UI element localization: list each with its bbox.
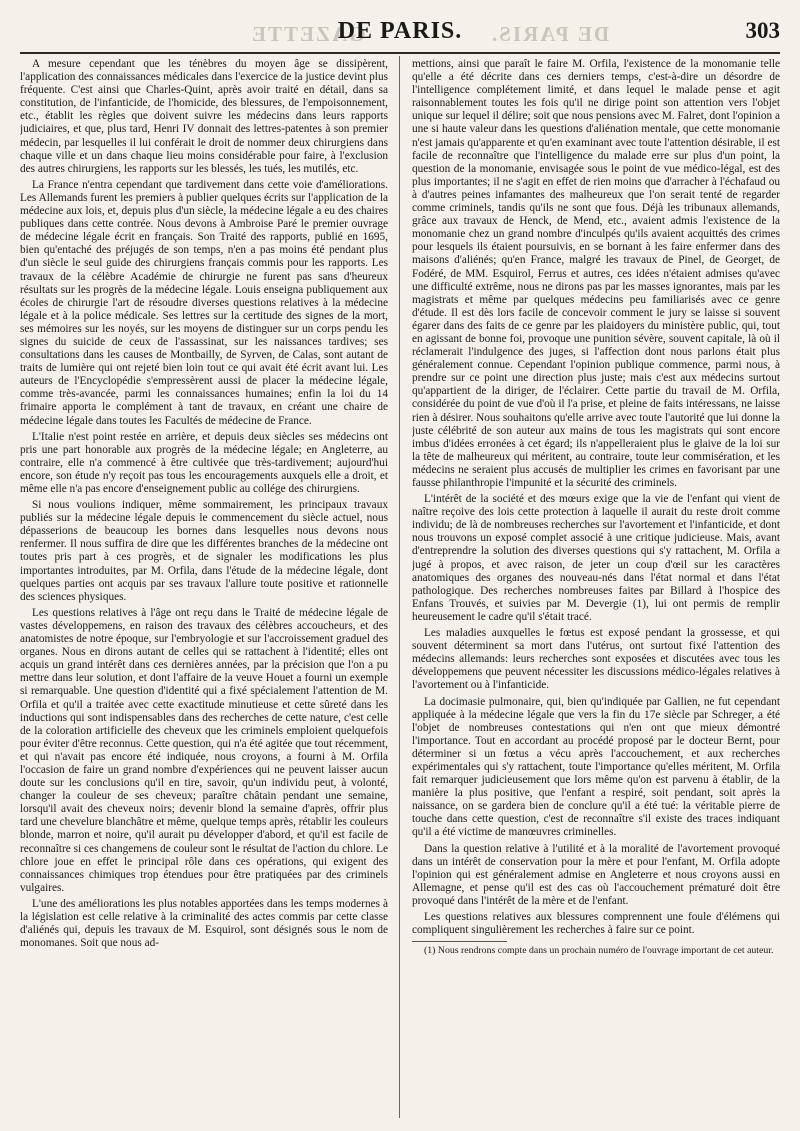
paragraph: La docimasie pulmonaire, qui, bien qu'indiquée par Gallien, ne fut cependant appliquée à la médecine légale que vers la fin du 17e siècle par Schreger, a été l'objet de nombreuses contestations qui n'en ont que mieux démontré l'importance. Tout en accordant au procédé proposé par le docteur Bernt, pour déterminer si un fœtus a vécu après l'accouchement, et aux recherches expérimentales qui s'y rattachent, toute l'importance qu'elles méritent, M. Orfila fait remarquer judicieusement que lors même qu'on est parvenu à établir, de la manière la plus positive, que l'enfant a respiré, soit pendant, soit après la naissance, on se gardera bien de conclure qu'il a été tué: la véritable pierre de touche dans cette question, c'est de reconnaître s'il existe des traces indiquant qu'il a été victime de manœuvres criminelles.: [412, 695, 780, 839]
bleed-through-right: DE PARIS.: [490, 22, 610, 46]
paragraph: Les maladies auxquelles le fœtus est exposé pendant la grossesse, et qui souvent déterminent sa mort dans l'utérus, ont surtout fixé l'attention des médecins allemands: leurs recherches sont exposées et discutées avec tous les développemens que peuvent nécessiter les discussions médico-légales relatives à l'avortement ou à l'infanticide.: [412, 627, 780, 692]
left-column: [20, 58, 388, 1118]
paragraph: L'Italie n'est point restée en arrière, et depuis deux siècles ses médecins ont pris une part honorable aux progrès de la médecine légale; en Angleterre, au contraire, elle n'a commencé à être cultivée que très-tardivement; aujourd'hui encore, son étude n'y reçoit pas tous les encouragements auxquels elle a droit, et même elle n'a pas encore d'enseignement public au collége des chirurgiens.: [20, 430, 388, 495]
paragraph: L'une des améliorations les plus notables apportées dans les temps modernes à la législation est celle relative à la criminalité des actes commis par cette classe d'aliénés qui, depuis les travaux de M. Esquirol, sont désignés sous le nom de monomanes. Soit que nous ad-: [20, 897, 388, 950]
page-number: 303: [745, 18, 780, 43]
footnote-rule: [412, 941, 507, 942]
bleed-through-left: GAZETTE: [250, 22, 366, 46]
paragraph: A mesure cependant que les ténèbres du moyen âge se dissipèrent, l'application des connaissances médicales dans l'exercice de la justice devint plus fréquente. C'est ainsi que Charles-Quint, après avoir traité en détail, dans sa constitution, de l'infanticide, de l'homicide, des blessures, de l'empoisonnement, etc., établit les règles que doivent suivre les médecins dans leurs rapports judiciaires, et que, plus tard, Henri IV donnait des lettres-patentes à son premier médecin, par lesquelles il lui conférait le droit de nommer deux chirurgiens dans chaque ville et un dans chaque lieu moins considérable pour faire, à l'exclusion des autres chirurgiens, les rapports sur les blessés, les tués, les mutilés, etc.: [20, 58, 388, 175]
paragraph: L'intérêt de la société et des mœurs exige que la vie de l'enfant qui vient de naître reçoive des lois cette protection à laquelle il aurait du reste droit comme individu; de là de nombreuses recherches sur l'avortement et l'infanticide, et dont nous trouvons un exposé complet associé à une critique judicieuse. Mais, avant d'entreprendre la solution des diverses questions qui s'y rattachent, M. Orfila a jugé à propos, et avec raison, de jeter un coup d'œil sur les caractères anatomiques des organes des nouveau-nés dans l'état normal et dans l'état pathologique. Des recherches nombreuses faites par Billard à l'hospice des Enfans Trouvés, et suivies par M. Devergie (1), lui ont permis de remplir heureusement le cadre qu'il s'était tracé.: [412, 493, 780, 623]
paragraph: Les questions relatives aux blessures comprennent une foule d'élémens qui compliquent singulièrement les recherches à faire sur ce point.: [412, 911, 780, 937]
paragraph: La France n'entra cependant que tardivement dans cette voie d'améliorations. Les Allemands furent les premiers à publier quelques écrits sur l'application de la médecine aux lois, et, depuis plus d'un siècle, la médecine légale a eu des chaires publiques dans cette contrée. Nous devons à Ambroise Paré le premier ouvrage de médecine légale écrit en français. Son Traité des rapports, publié en 1695, bien qu'entaché des préjugés de son temps, n'en a pas moins été pendant plus d'un siècle le seul guide des chirurgiens français commis pour les rapports. Les travaux de la célèbre Académie de chirurgie ne furent pas sans d'heureux résultats sur les progrès de la médecine légale. Louis enseigna publiquement aux écoles de chirurgie l'art de résoudre diverses questions relatives à la médecine légale et à la police médicale. Ses lettres sur la certitude des signes de la mort, ses mémoires sur les noyés, sur les moyens de distinguer sur un corps pendu les signes du suicide de ceux de l'assassinat, sur les naissances tardives; ses consultations dans les causes de Montbailly, de Syrven, de Calas, sont autant de traits de lumière qui ont rejeté bien loin tout ce qui avait été écrit avant lui. Les auteurs de l'Encyclopédie s'empressèrent aussi de placer la médecine légale, comme très-avancée, parmi les connaissances humaines; enfin la loi du 14 frimaire apporta le complément à tant de travaux, en créant une chaire de médecine légale dans toutes les Facultés de médecine de France.: [20, 178, 388, 427]
column-rule: [399, 56, 400, 1118]
footnote: (1) Nous rendrons compte dans un prochain numéro de l'ouvrage important de cet auteur.: [424, 945, 774, 957]
running-title: DE PARIS.: [337, 18, 463, 44]
paragraph: Dans la question relative à l'utilité et à la moralité de l'avortement provoqué dans un intérêt de conservation pour la mère et pour l'enfant, M. Orfila adopte l'opinion qui est généralement admise en Angleterre et nous croyons aussi en Allemagne, et pense qu'il est des cas où l'accouchement prématuré doit être provoqué dans l'intérêt de la mère et de l'enfant.: [412, 842, 780, 907]
right-column: [412, 58, 780, 1118]
paragraph: mettions, ainsi que paraît le faire M. Orfila, l'existence de la monomanie telle qu'elle a été décrite dans ces derniers temps, c'est-à-dire un désordre de l'intelligence complétement limité, et dans lequel le malade pense et agit raisonnablement toutes les fois qu'il ne dirige point son attention vers l'objet unique sur lequel il délire; soit que nous pensions avec M. Falret, dont l'opinion a une si haute valeur dans les questions d'aliénation mentale, que cette monomanie n'est jamais qu'apparente et qu'en examinant avec toute l'attention désirable, il est facile de reconnaître que l'intelligence du malade erre sur plus d'un point, la question de la monomanie, envisagée sous le point de vue médico-légal, est des plus importantes; il ne s'agit en effet de rien moins que d'arracher à l'échafaud ou à d'autres peines infamantes des malheureux que l'on serait tenté de regarder comme criminels, tandis qu'ils ne sont que fous. Déjà les tribunaux allemands, grâce aux travaux de Henck, de Mend, etc., avaient admis l'existence de la monomanie chez un grand nombre d'inculpés qu'ils avaient acquittés des crimes pour lesquels ils étaient poursuivis, en se bornant à les faire enfermer dans des maisons d'aliénés; qu'en France, malgré les travaux de Pinel, de Georget, de Fodéré, de MM. Esquirol, Ferrus et autres, ces idées n'étaient admises qu'avec une difficulté extrême, nous ne dirons pas par les masses ignorantes, mais par les magistrats et même par quelques médecins peu familiarisés avec ce genre d'étude. Il est dès lors facile de concevoir comment le jury se laisse si souvent égarer dans des faits de ce genre par les plaidoyers du ministère public, qui, tout en agissant de bonne foi, provoque une punition sévère, souvent capitale, là où il réclamerait l'indulgence des juges, si l'affection dont nous parlons était plus généralement connue. Cependant l'opinion publique commence, parmi nous, à prendre sur ce point une direction plus juste; mais c'est aux médecins surtout qu'appartient de la diriger, de l'éclairer. Cette partie du travail de M. Orfila, considérée du point de vue d'où il l'a prise, et pleine de faits intéressans, ne laisse rien à désirer. Nous souhaitons qu'elle arrive avec toute l'autorité que lui donne la juste célébrité de son auteur aux mains de tous les magistrats qui sont encore imbus d'idées erronées à cet égard; ils n'appelleraient plus le glaive de la loi sur la tête de malheureux qui méritent, au contraire, toute leur commisération, et les médecins ne seraient plus accusés de multiplier les crimes en favorisant par une fausse philanthropie l'impunité et la sécurité des criminels.: [412, 58, 780, 489]
page-header: [20, 12, 780, 54]
paragraph: Si nous voulions indiquer, même sommairement, les principaux travaux publiés sur la médecine légale depuis le commencement du siècle actuel, nous dépasserions de beaucoup les bornes dans lesquelles nous devons nous renfermer. Il nous suffira de dire que les différentes branches de la médecine ont toutes pris part à ces progrès, et de signaler les modifications les plus importantes introduites, par M. Orfila, dans l'étude de la médecine légale, dont quelques parties ont acquis par ses travaux l'allure toute positive et rationnelle des sciences physiques.: [20, 499, 388, 603]
paragraph: Les questions relatives à l'âge ont reçu dans le Traité de médecine légale de vastes développemens, en raison des travaux des célèbres accoucheurs, et des anatomistes de notre époque, sur l'embryologie et sur l'accroissement graduel des organes. Nous en dirons autant de celles qui se rattachent à l'identité; elles ont acquis un grand intérêt dans ces dernières années, par la précision que l'on a pu mettre dans leur solution, et dont l'affaire de la veuve Houet a fourni un exemple si remarquable. Une question d'identité qui a fixé spécialement l'attention de M. Orfila et qu'il a traitée avec cette exactitude minutieuse et cette sûreté dans les inductions qui sont indispensables dans des recherches de cette nature, c'est celle de la coloration artificielle des cheveux que les criminels emploient quelquefois pour éviter d'être reconnus. Cette question, qui n'a été agitée que tout récemment, et qui n'avait pas encore été indiquée, nous croyons, a fourni à M. Orfila l'occasion de faire un grand nombre d'expériences qui ne peuvent laisser aucun doute sur les conclusions qu'il en tire, savoir, qu'un individu peut, à volonté, changer la couleur de ses cheveux; paraître châtain pendant une semaine, lorsqu'il avait des cheveux noirs; devenir blond la semaine d'après, offrir plus tard une chevelure blanchâtre et même, quelque temps après, rétablir les couleurs blonde, marron et noire, qu'il aurait pu développer d'abord, et qu'il est facile de reconnaître si ces changemens de couleur sont le résultat de l'action du chlore. Le chlore joue en effet le principal rôle dans ces opérations, qui exigent des connaissances chimiques trop étendues pour être pratiquées par des criminels vulgaires.: [20, 606, 388, 894]
